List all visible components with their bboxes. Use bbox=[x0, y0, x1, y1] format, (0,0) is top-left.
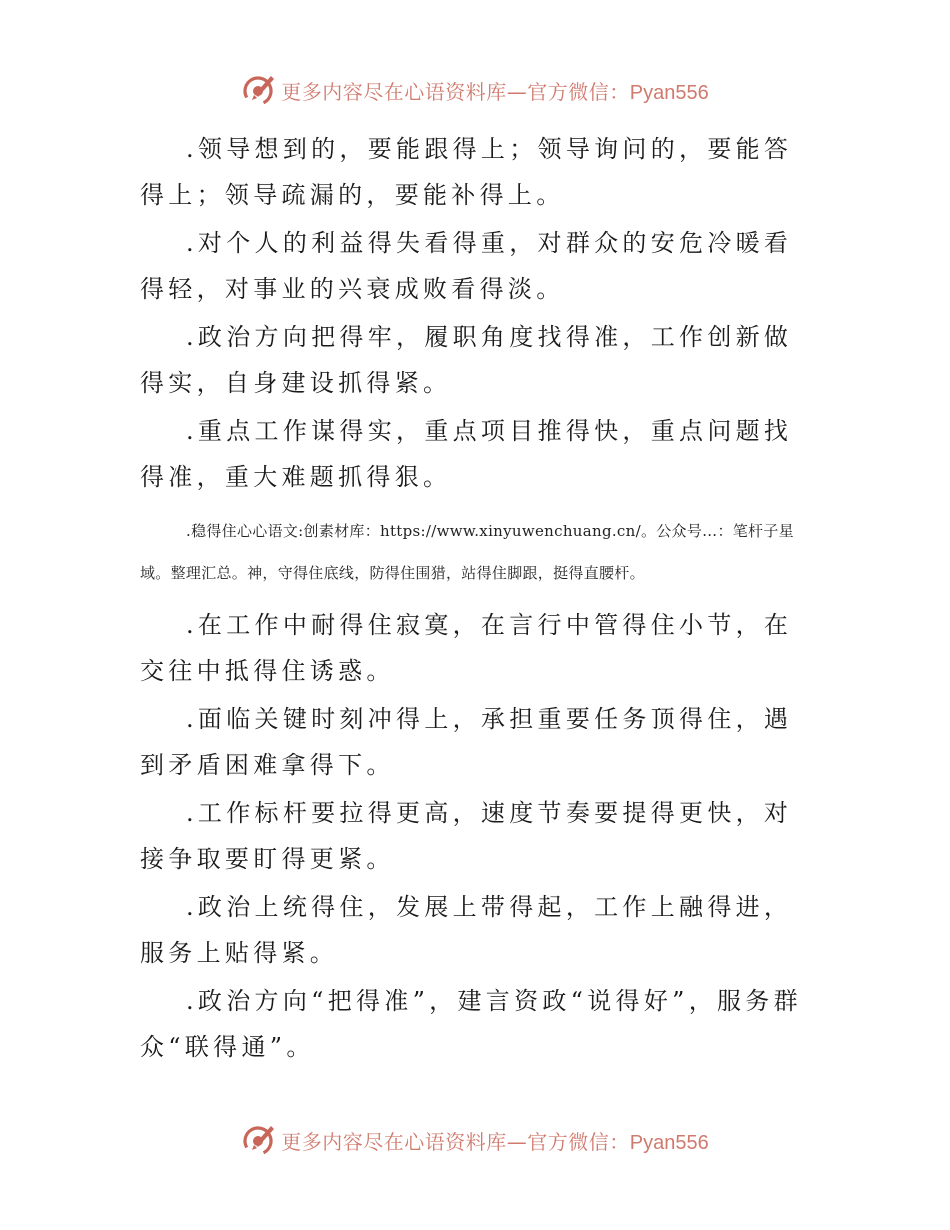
paragraph-7: .面临关键时刻冲得上，承担重要任务顶得住，遇到矛盾困难拿得下。 bbox=[140, 705, 793, 779]
paragraph-9: .政治上统得住，发展上带得起，工作上融得进，服务上贴得紧。 bbox=[140, 893, 793, 967]
banner-text: 更多内容尽在心语资料库—官方微信：Pyan556 bbox=[281, 1129, 709, 1154]
paragraph-10: .政治方向“把得准”，建言资政“说得好”，服务群众“联得通”。 bbox=[140, 987, 802, 1061]
paragraph-4: .重点工作谋得实，重点项目推得快，重点问题找得准，重大难题抓得狠。 bbox=[140, 417, 793, 491]
paragraph-3: .政治方向把得牢，履职角度找得准，工作创新做得实，自身建设抓得紧。 bbox=[140, 323, 793, 397]
paragraph-6: .在工作中耐得住寂寞，在言行中管得住小节，在交往中抵得住诱惑。 bbox=[140, 611, 793, 685]
banner-text: 更多内容尽在心语资料库—官方微信：Pyan556 bbox=[281, 79, 709, 104]
pen-logo-icon bbox=[241, 72, 277, 108]
paragraph-5-small: .稳得住心心语文:创素材库：https://www.xinyuwenchuang.cn/。公众号…：笔杆子星域。整理汇总。神，守得住底线，防得住围猎，站得住脚跟，挺得直腰杆。 bbox=[140, 522, 794, 582]
paragraph-8: .工作标杆要拉得更高，速度节奏要提得更快，对接争取要盯得更紧。 bbox=[140, 799, 793, 873]
paragraph-2: .对个人的利益得失看得重，对群众的安危冷暖看得轻，对事业的兴衰成败看得淡。 bbox=[140, 229, 793, 303]
paragraph-1: .领导想到的，要能跟得上；领导询问的，要能答得上；领导疏漏的，要能补得上。 bbox=[140, 135, 793, 209]
pen-logo-icon bbox=[241, 1122, 277, 1158]
header-watermark-banner bbox=[0, 70, 950, 110]
footer-watermark-banner bbox=[0, 1120, 950, 1160]
document-body bbox=[140, 126, 812, 1072]
